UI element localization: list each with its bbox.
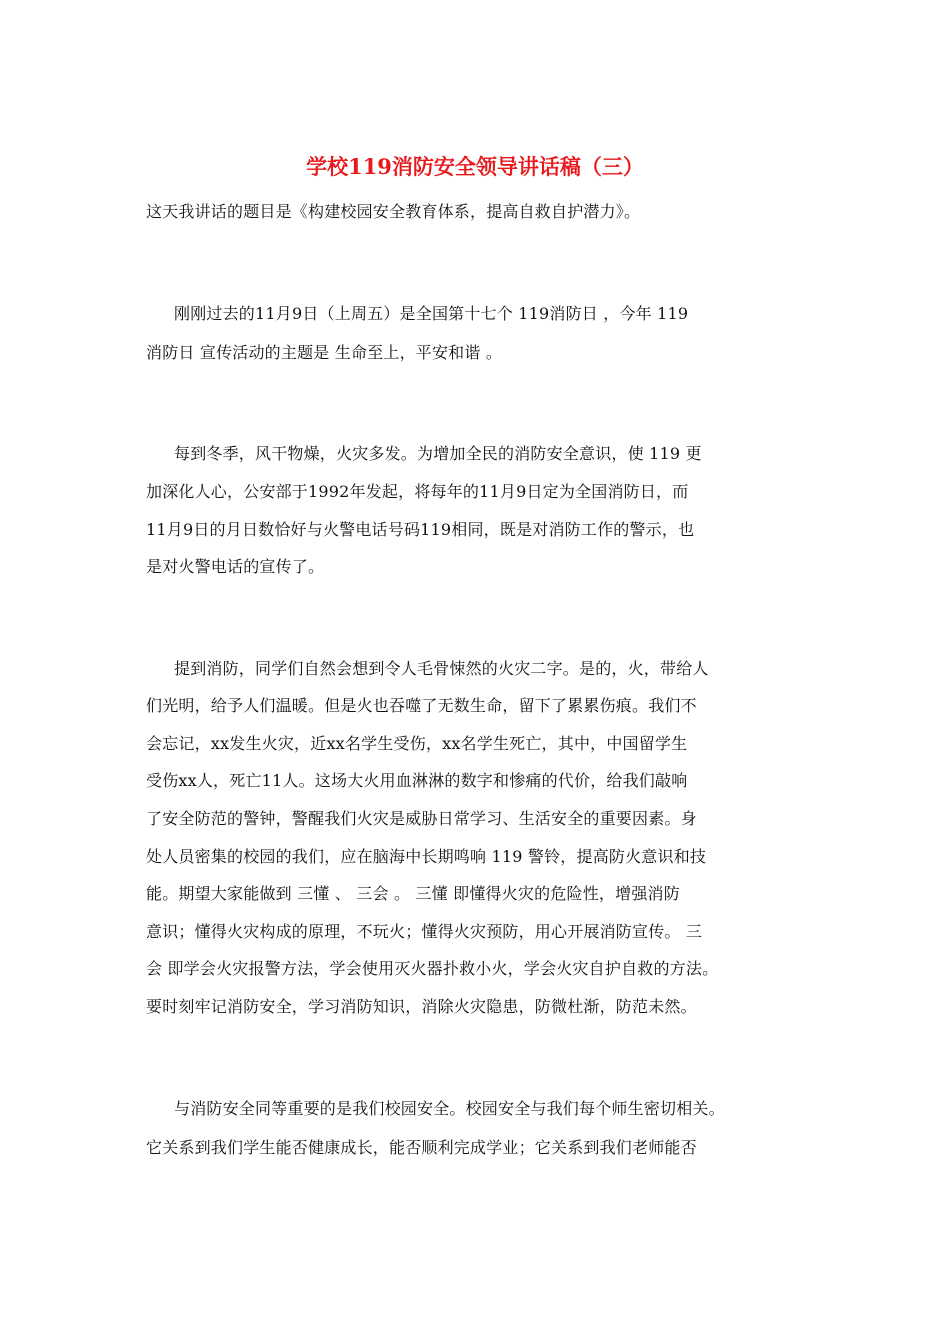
paragraph-3-line: 会忘记，xx发生火灾，近xx名学生受伤，xx名学生死亡，其中，中国留学生 [146,734,688,753]
paragraph-2-line: 加深化人心，公安部于1992年发起，将每年的11月9日定为全国消防日，而 [146,482,689,501]
page-title: 学校119消防安全领导讲话稿（三） [306,154,644,179]
paragraph-3-line: 要时刻牢记消防安全，学习消防知识，消除火灾隐患，防微杜渐，防范未然。 [146,997,697,1016]
intro-line: 这天我讲话的题目是《构建校园安全教育体系，提高自救自护潜力》。 [146,202,641,221]
paragraph-3-line: 会 即学会火灾报警方法，学会使用灭火器扑救小火，学会火灾自护自救的方法。 [146,959,719,978]
paragraph-3-line: 提到消防，同学们自然会想到令人毛骨悚然的火灾二字。是的，火，带给人 [174,659,709,678]
paragraph-3-line: 受伤xx人，死亡11人。这场大火用血淋淋的数字和惨痛的代价，给我们敲响 [146,771,688,790]
paragraph-3-line: 们光明，给予人们温暖。但是火也吞噬了无数生命，留下了累累伤痕。我们不 [146,696,697,715]
paragraph-1-line: 刚刚过去的11月9日（上周五）是全国第十七个 119消防日 ，今年 119 [174,304,689,323]
paragraph-3-line: 了安全防范的警钟，警醒我们火灾是威胁日常学习、生活安全的重要因素。身 [146,809,697,828]
paragraph-1-line: 消防日 宣传活动的主题是 生命至上，平安和谐 。 [146,343,503,362]
paragraph-3-line: 处人员密集的校园的我们，应在脑海中长期鸣响 119 警铃，提高防火意识和技 [146,847,707,866]
paragraph-3-line: 意识；懂得火灾构成的原理，不玩火；懂得火灾预防，用心开展消防宣传。 三 [146,922,703,941]
paragraph-2-line: 是对火警电话的宣传了。 [146,557,325,576]
paragraph-2-line: 11月9日的月日数恰好与火警电话号码119相同，既是对消防工作的警示，也 [146,520,695,539]
paragraph-4-line: 它关系到我们学生能否健康成长，能否顺利完成学业；它关系到我们老师能否 [146,1138,697,1157]
paragraph-4-line: 与消防安全同等重要的是我们校园安全。校园安全与我们每个师生密切相关。 [174,1099,725,1118]
paragraph-3-line: 能。期望大家能做到 三懂 、 三会 。 三懂 即懂得火灾的危险性，增强消防 [146,884,680,903]
paragraph-2-line: 每到冬季，风干物燥，火灾多发。为增加全民的消防安全意识，使 119 更 [174,444,702,463]
